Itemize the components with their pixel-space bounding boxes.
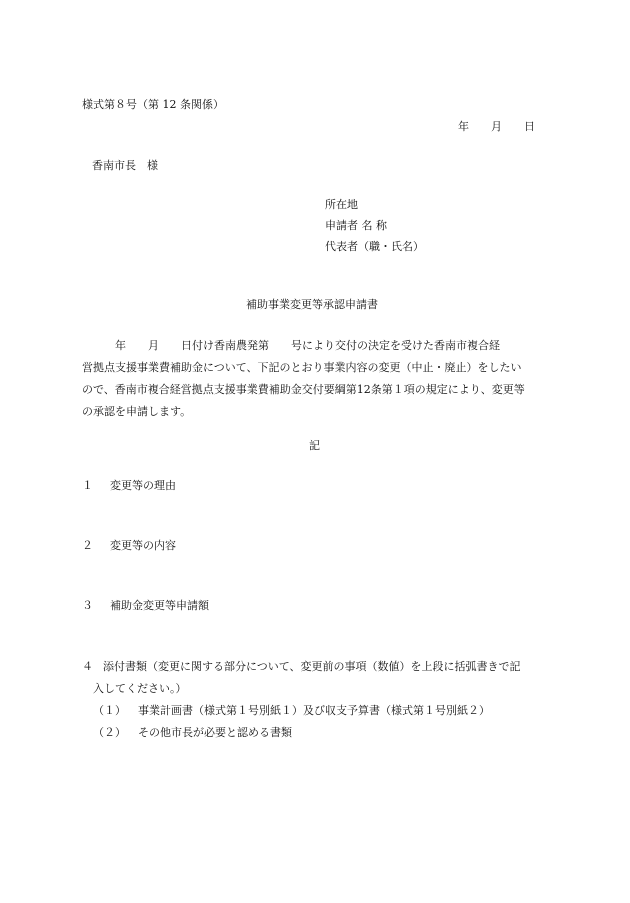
item-label: 変更等の理由 bbox=[110, 479, 176, 492]
applicant-name-label: 申請者 名 称 bbox=[325, 219, 387, 232]
ki-heading: 記 bbox=[309, 439, 320, 452]
item-3 bbox=[82, 597, 209, 613]
item-number: ４ bbox=[82, 660, 93, 673]
sub-item-number: （１） bbox=[93, 704, 126, 717]
body-paragraph bbox=[82, 335, 552, 423]
body-line: 年 月 日付け香南農発第 号により交付の決定を受けた香南市複合経 bbox=[82, 339, 500, 352]
applicant-address-label: 所在地 bbox=[325, 198, 358, 211]
body-line: の承認を申請します。 bbox=[82, 405, 192, 418]
sub-item-text: その他市長が必要と認める書類 bbox=[138, 726, 292, 739]
sub-item-text: 事業計画書（様式第１号別紙１）及び収支予算書（様式第１号別紙２） bbox=[138, 704, 490, 717]
item-number: １ bbox=[82, 479, 93, 492]
document-title: 補助事業変更等承認申請書 bbox=[246, 298, 378, 311]
attachment-sub-item bbox=[82, 722, 562, 744]
attachments-heading-line2: 入してください。） bbox=[93, 682, 187, 695]
applicant-representative-label: 代表者（職・氏名） bbox=[325, 240, 424, 253]
body-line: 営拠点支援事業費補助金について、下記のとおり事業内容の変更（中止・廃止）をしたい bbox=[82, 361, 522, 374]
item-1 bbox=[82, 477, 176, 493]
sub-item-number: （２） bbox=[93, 726, 126, 739]
attachments-heading-line1 bbox=[82, 656, 562, 678]
form-number: 様式第８号（第 12 条関係） bbox=[82, 98, 224, 111]
attachments-heading-text: 添付書類（変更に関する部分について、変更前の事項（数値）を上段に括弧書きで記 bbox=[103, 660, 521, 673]
item-label: 変更等の内容 bbox=[110, 539, 176, 552]
item-4-attachments bbox=[82, 656, 562, 744]
item-label: 補助金変更等申請額 bbox=[110, 599, 209, 612]
item-number: ３ bbox=[82, 599, 93, 612]
item-number: ２ bbox=[82, 539, 93, 552]
attachment-sub-item bbox=[82, 700, 562, 722]
addressee: 香南市長 様 bbox=[92, 159, 158, 172]
item-2 bbox=[82, 537, 176, 553]
date-line: 年 月 日 bbox=[458, 120, 535, 133]
body-line: ので、香南市複合経営拠点支援事業費補助金交付要綱第12条第１項の規定により、変更等 bbox=[82, 383, 525, 396]
